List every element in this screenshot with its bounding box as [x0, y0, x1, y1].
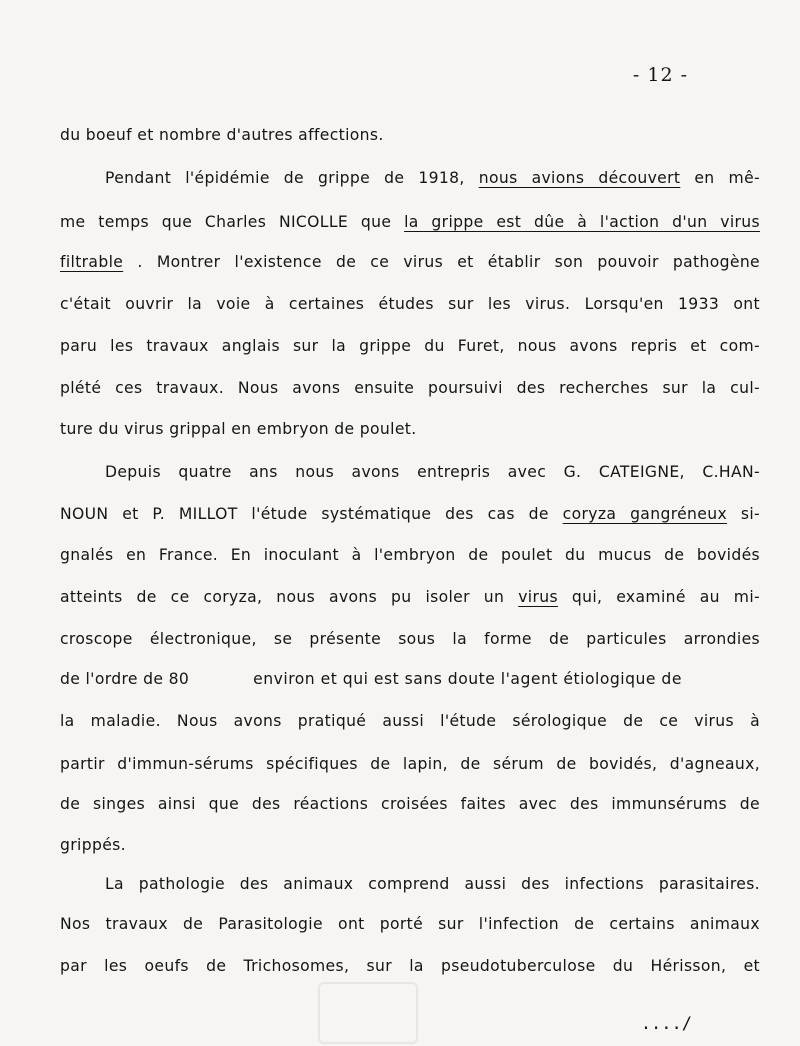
- text-span: Pendant l'épidémie de grippe de 1918,: [105, 169, 479, 187]
- underlined-phrase: filtrable: [60, 253, 124, 271]
- underlined-phrase: virus: [518, 588, 558, 606]
- text-line: Depuis quatre ans nous avons entrepris avec G. CATEIGNE, C.HAN-: [105, 463, 760, 481]
- underlined-phrase: la grippe est dûe à l'action d'un virus: [404, 213, 760, 231]
- text-line: paru les travaux anglais sur la grippe du Furet, nous avons repris et com-: [60, 337, 760, 355]
- underlined-phrase: nous avions découvert: [478, 169, 681, 187]
- text-line: ture du virus grippal en embryon de poulet.: [60, 420, 417, 438]
- page-number: - 12 -: [632, 64, 688, 86]
- text-line: du boeuf et nombre d'autres affections.: [60, 126, 384, 144]
- text-span: NOUN et P. MILLOT l'étude systématique des cas de: [60, 505, 563, 523]
- text-line: croscope électronique, se présente sous la forme de particules arrondies: [60, 630, 760, 648]
- text-line: Nos travaux de Parasitologie ont porté sur l'infection de certains animaux: [60, 915, 760, 933]
- continuation-mark: ..../: [640, 1014, 692, 1034]
- text-line: plété ces travaux. Nous avons ensuite poursuivi des recherches sur la cul-: [60, 379, 760, 397]
- text-span: me temps que Charles NICOLLE que: [60, 213, 405, 231]
- text-line: c'était ouvrir la voie à certaines études sur les virus. Lorsqu'en 1933 ont: [60, 295, 760, 313]
- text-span: environ et qui est sans doute l'agent étiologique de: [253, 670, 682, 688]
- text-line: [60, 670, 760, 688]
- text-line: La pathologie des animaux comprend aussi des infections parasitaires.: [105, 875, 760, 893]
- text-line: [60, 505, 760, 523]
- text-line: [60, 253, 760, 271]
- text-span: de l'ordre de 80: [60, 670, 190, 688]
- text-line: gnalés en France. En inoculant à l'embryon de poulet du mucus de bovidés: [60, 546, 760, 564]
- text-line: [105, 169, 760, 187]
- faint-stamp: [318, 982, 418, 1044]
- text-span: qui, examiné au mi-: [557, 588, 760, 606]
- text-line: par les oeufs de Trichosomes, sur la pseudotuberculose du Hérisson, et: [60, 957, 760, 975]
- text-line: grippés.: [60, 836, 126, 854]
- text-line: de singes ainsi que des réactions croisées faites avec des immunsérums de: [60, 795, 760, 813]
- text-line: [60, 213, 760, 231]
- text-line: partir d'immun-sérums spécifiques de lapin, de sérum de bovidés, d'agneaux,: [60, 755, 760, 773]
- text-line: la maladie. Nous avons pratiqué aussi l'étude sérologique de ce virus à: [60, 712, 760, 730]
- text-span: . Montrer l'existence de ce virus et établir son pouvoir pathogène: [123, 253, 760, 271]
- text-span: si-: [727, 505, 760, 523]
- text-span: en mê-: [680, 169, 760, 187]
- underlined-phrase: coryza gangréneux: [562, 505, 728, 523]
- text-span: atteints de ce coryza, nous avons pu isoler un: [60, 588, 519, 606]
- text-line: [60, 588, 760, 606]
